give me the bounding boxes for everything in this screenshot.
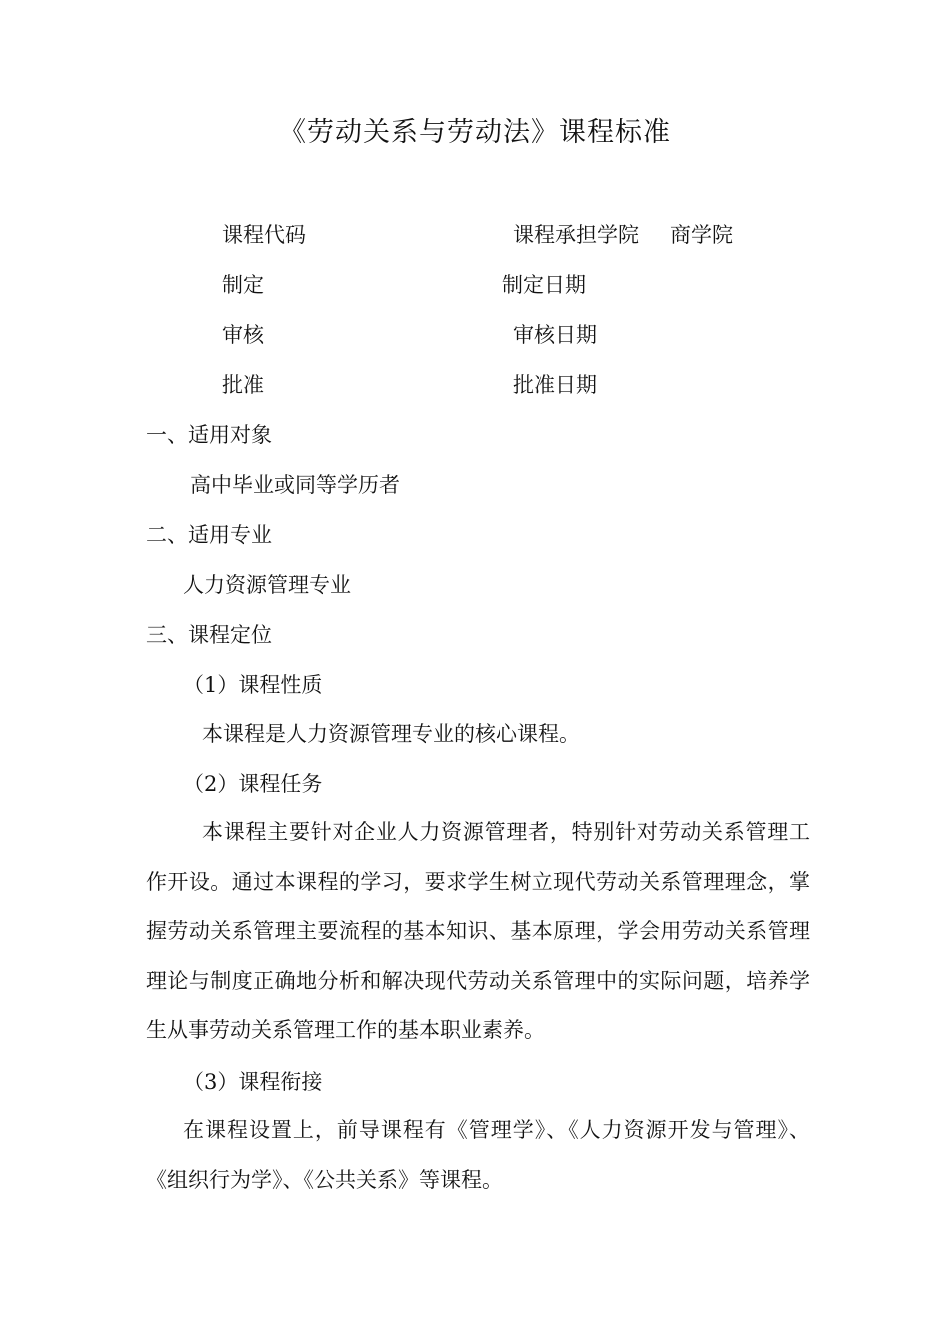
review-date-label: 审核日期 xyxy=(513,323,597,347)
college-value: 商学院 xyxy=(670,223,733,247)
subsection-1-heading: （1）课程性质 xyxy=(183,673,323,697)
section-2-body: 人力资源管理专业 xyxy=(183,573,351,597)
document-title: 《劳动关系与劳动法》课程标准 xyxy=(279,117,671,148)
section-3-heading: 三、课程定位 xyxy=(146,623,272,647)
subsection-2-heading: （2）课程任务 xyxy=(183,772,323,796)
approve-label: 批准 xyxy=(222,373,264,397)
subsection-2-body: 本课程主要针对企业人力资源管理者，特别针对劳动关系管理工作开设。通过本课程的学习，要求学生树立现代劳动关系管理理念，掌握劳动关系管理主要流程的基本知识、基本原理，学会用劳动关系管理理论与制度正确地分析和解决现代劳动关系管理中的实际问题，培养学生从事劳动关系管理工作的基本职业素养。 xyxy=(146,820,810,1042)
section-1-body: 高中毕业或同等学历者 xyxy=(190,473,400,497)
section-2-heading: 二、适用专业 xyxy=(146,523,272,547)
review-label: 审核 xyxy=(222,323,264,347)
made-date-label: 制定日期 xyxy=(502,273,586,297)
subsection-3-heading: （3）课程衔接 xyxy=(183,1070,323,1094)
subsection-3-body: 在课程设置上，前导课程有《管理学》、《人力资源开发与管理》、《组织行为学》、《公共关系》等课程。 xyxy=(146,1118,810,1192)
section-1-heading: 一、适用对象 xyxy=(146,423,272,447)
made-label: 制定 xyxy=(222,273,264,297)
subsection-1-body: 本课程是人力资源管理专业的核心课程。 xyxy=(202,722,580,746)
college-label: 课程承担学院 xyxy=(513,223,639,247)
approve-date-label: 批准日期 xyxy=(513,373,597,397)
course-code-label: 课程代码 xyxy=(222,223,306,247)
